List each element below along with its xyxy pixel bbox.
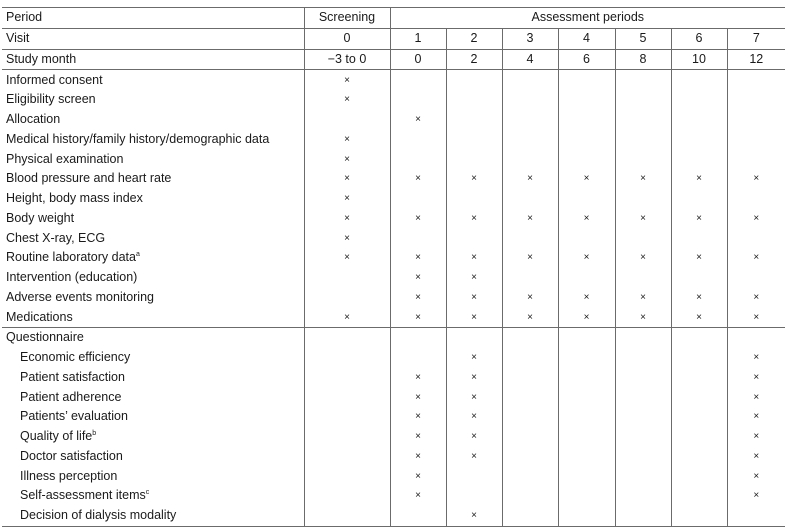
assessment-cell [390,149,446,169]
assessment-cell [671,348,727,368]
visit-number: 2 [446,28,502,49]
assessment-cell [558,189,615,209]
assessment-cell [615,90,671,110]
assessment-cell [446,149,502,169]
screening-cell: × [304,90,390,110]
assessment-cell [502,486,558,506]
row-label-text: Medical history/family history/demographic data [6,131,270,146]
assessment-cell [502,90,558,110]
screening-cell [304,427,390,447]
assessment-cell: × [753,411,760,423]
assessment-cell [615,387,671,407]
assessment-cell [502,110,558,130]
procedure-label [2,169,304,189]
assessment-cell [671,228,727,248]
assessment-cell [502,268,558,288]
procedure-row [2,169,785,189]
schedule-table [2,7,785,527]
assessment-cell: × [390,268,446,288]
assessment-cell [558,368,615,388]
period-header: Period [2,8,304,29]
assessment-cell: × [390,307,446,327]
assessment-cell [558,70,615,90]
assessment-cell [671,407,727,427]
procedure-label [2,110,304,130]
screening-cell [304,486,390,506]
assessment-cell [615,70,671,90]
row-label-text: Chest X-ray, ECG [6,230,106,245]
assessment-cell: × [558,307,615,327]
screening-cell [304,268,390,288]
assessment-cell [558,149,615,169]
assessment-cell [615,110,671,130]
visit-label: Visit [2,28,304,49]
screening-header: Screening [304,8,390,29]
assessment-cell [558,348,615,368]
assessment-cell [446,466,502,486]
assessment-cell: × [446,169,502,189]
assessment-cell: × [671,307,727,327]
assessment-cell: × [615,288,671,308]
row-label-text: Allocation [6,112,61,127]
assessment-cell [502,407,558,427]
assessment-cell [558,466,615,486]
assessment-cell: × [671,169,727,189]
assessment-cell [671,268,727,288]
questionnaire-item-row [2,427,785,447]
assessment-cell [615,348,671,368]
assessment-cell [615,328,671,348]
questionnaire-item-row [2,387,785,407]
assessment-cell [558,110,615,130]
visit-number: 4 [558,28,615,49]
assessment-cell: × [390,110,446,130]
procedure-label [2,189,304,209]
assessment-cell: × [753,391,760,403]
visit-number: 3 [502,28,558,49]
assessment-cell: × [615,169,671,189]
header-period-row [2,8,785,29]
assessment-cell: × [753,431,760,443]
screening-cell [304,328,390,348]
footnote-marker: a [135,251,140,259]
assessment-cell: × [502,288,558,308]
assessment-cell: × [446,387,502,407]
assessment-cell [615,149,671,169]
questionnaire-item-label [2,466,304,486]
study-month: 8 [615,49,671,70]
assessment-cell [502,447,558,467]
assessment-cell: × [753,352,760,364]
assessment-cell: × [446,307,502,327]
assessment-cell [671,387,727,407]
row-label-text: Body weight [6,210,75,225]
visit-number: 1 [390,28,446,49]
assessment-cell [727,228,785,248]
procedure-label [2,268,304,288]
assessment-cell [615,130,671,150]
row-label-text: Doctor satisfaction [20,448,123,463]
assessment-cell [502,149,558,169]
assessment-cell: × [446,368,502,388]
header-visit-row [2,28,785,49]
assessment-cell [671,189,727,209]
assessment-cell: × [671,209,727,229]
assessment-cell [502,348,558,368]
row-label-text: Patient satisfaction [20,369,125,384]
screening-cell [304,407,390,427]
row-label-text: Patient adherence [20,389,122,404]
visit-number: 6 [671,28,727,49]
questionnaire-item-row [2,407,785,427]
assessment-cell [390,348,446,368]
assessment-cell [558,328,615,348]
assessment-cell: × [446,348,502,368]
questionnaire-item-row [2,466,785,486]
assessment-cell [390,130,446,150]
assessment-cell [727,90,785,110]
assessment-cell [446,228,502,248]
procedure-row [2,90,785,110]
assessment-cell: × [446,268,502,288]
assessment-cell: × [446,288,502,308]
assessment-cell [558,427,615,447]
procedure-row [2,268,785,288]
procedure-label [2,307,304,327]
assessment-cell [558,447,615,467]
assessment-cell [502,506,558,526]
assessment-cell [502,387,558,407]
screening-cell [304,110,390,130]
screening-cell [304,368,390,388]
assessment-cell: × [558,248,615,268]
assessment-periods-header: Assessment periods [390,8,785,29]
procedure-label [2,288,304,308]
assessment-cell: × [502,307,558,327]
assessment-cell: × [502,209,558,229]
assessment-cell [502,228,558,248]
procedure-row [2,189,785,209]
assessment-cell [558,407,615,427]
assessment-cell [502,427,558,447]
assessment-cell [671,149,727,169]
assessment-cell: × [753,371,760,383]
assessment-cell [615,447,671,467]
assessment-cell [671,447,727,467]
assessment-cell [727,328,785,348]
procedure-row [2,228,785,248]
assessment-cell [727,110,785,130]
questionnaire-item-label [2,407,304,427]
header-month-row [2,49,785,70]
assessment-cell [446,189,502,209]
questionnaire-item-row [2,447,785,467]
assessment-cell: × [753,470,760,482]
study-month-label: Study month [2,49,304,70]
assessment-cell: × [615,307,671,327]
questionnaire-item-label [2,427,304,447]
questionnaire-item-label [2,447,304,467]
assessment-cell: × [446,407,502,427]
assessment-cell: × [390,387,446,407]
assessment-cell [727,130,785,150]
assessment-cell [671,427,727,447]
questionnaire-item-row [2,486,785,506]
screening-cell [304,506,390,526]
assessment-cell: × [727,307,785,327]
assessment-cell [502,368,558,388]
procedure-label [2,248,304,268]
assessment-cell [390,189,446,209]
screening-cell: × [304,307,390,327]
screening-cell [304,447,390,467]
assessment-cell [727,506,785,526]
assessment-cell: × [753,291,760,303]
footnote-marker: b [92,430,97,438]
procedure-row [2,149,785,169]
assessment-cell [671,486,727,506]
row-label-text: Physical examination [6,151,124,166]
assessment-cell: × [753,173,760,185]
screening-cell: × [304,70,390,90]
procedure-label [2,209,304,229]
study-month: 0 [390,49,446,70]
procedure-row [2,70,785,90]
visit-number: 5 [615,28,671,49]
questionnaire-label [2,328,304,348]
questionnaire-item-label [2,368,304,388]
screening-cell: × [304,189,390,209]
assessment-cell [671,328,727,348]
assessment-cell: × [390,427,446,447]
row-label-text: Height, body mass index [6,191,143,206]
assessment-cell: × [390,407,446,427]
row-label-text: Patients’ evaluation [20,409,128,424]
assessment-cell: × [671,288,727,308]
screening-cell [304,387,390,407]
assessment-cell: × [390,447,446,467]
assessment-cell [390,328,446,348]
assessment-cell [446,486,502,506]
assessment-cell [502,70,558,90]
assessment-cell [615,407,671,427]
assessment-cell [671,466,727,486]
visit-number: 7 [727,28,785,49]
assessment-cell [446,110,502,130]
assessment-cell [615,368,671,388]
screening-cell [304,288,390,308]
assessment-cell [502,466,558,486]
assessment-cell [671,70,727,90]
assessment-cell [446,130,502,150]
assessment-cell [446,70,502,90]
assessment-cell [446,328,502,348]
assessment-cell: × [390,368,446,388]
row-label-text: Routine laboratory data [6,250,136,265]
assessment-cell [558,90,615,110]
row-label-text: Informed consent [6,72,103,87]
procedure-row [2,110,785,130]
procedure-row [2,209,785,229]
assessment-cell: × [615,209,671,229]
assessment-cell [671,110,727,130]
row-label-text: Questionnaire [6,330,84,345]
procedure-row [2,248,785,268]
assessment-cell: × [390,486,446,506]
assessment-cell: × [753,490,760,502]
footnote-marker: c [145,489,150,497]
assessment-cell [615,466,671,486]
procedure-label [2,90,304,110]
month-screening: −3 to 0 [304,49,390,70]
row-label-text: Self-assessment items [20,488,146,503]
assessment-cell: × [390,466,446,486]
questionnaire-item-label [2,506,304,526]
assessment-cell [615,189,671,209]
study-month: 12 [727,49,785,70]
assessment-cell: × [446,506,502,526]
questionnaire-item-label [2,486,304,506]
assessment-cell: × [558,288,615,308]
assessment-cell: × [558,169,615,189]
procedure-row [2,307,785,327]
assessment-cell [558,506,615,526]
study-month: 6 [558,49,615,70]
questionnaire-item-label [2,348,304,368]
assessment-cell: × [446,447,502,467]
assessment-cell: × [446,209,502,229]
assessment-cell [502,328,558,348]
assessment-cell [558,268,615,288]
study-month: 2 [446,49,502,70]
assessment-cell: × [558,209,615,229]
screening-cell: × [304,130,390,150]
assessment-cell [558,387,615,407]
assessment-cell: × [390,288,446,308]
schedule-body [2,70,785,526]
study-month: 10 [671,49,727,70]
questionnaire-item-row [2,506,785,526]
assessment-cell: × [671,248,727,268]
assessment-cell [727,149,785,169]
assessment-cell [615,228,671,248]
assessment-cell [615,268,671,288]
assessment-cell [615,506,671,526]
visit-screening: 0 [304,28,390,49]
row-label-text: Decision of dialysis modality [20,508,177,523]
assessment-cell: × [753,252,760,264]
assessment-cell [727,189,785,209]
row-label-text: Illness perception [20,468,118,483]
assessment-cell [390,506,446,526]
screening-cell: × [304,228,390,248]
screening-cell: × [304,209,390,229]
assessment-cell [502,130,558,150]
study-month: 4 [502,49,558,70]
assessment-cell [615,486,671,506]
row-label-text: Intervention (education) [6,270,138,285]
procedure-label [2,228,304,248]
assessment-cell [390,70,446,90]
assessment-cell: × [502,248,558,268]
assessment-cell [727,268,785,288]
assessment-cell [558,486,615,506]
assessment-cell [615,427,671,447]
screening-cell: × [304,149,390,169]
assessment-cell: × [390,248,446,268]
procedure-label [2,70,304,90]
assessment-cell: × [615,248,671,268]
questionnaire-item-row [2,348,785,368]
questionnaire-item-label [2,387,304,407]
procedure-row [2,288,785,308]
assessment-cell [671,130,727,150]
assessment-cell: × [390,209,446,229]
screening-cell: × [304,169,390,189]
assessment-cell [558,228,615,248]
row-label-text: Eligibility screen [6,92,96,107]
assessment-cell [446,90,502,110]
assessment-cell: × [753,212,760,224]
screening-cell [304,348,390,368]
procedure-label [2,149,304,169]
assessment-cell: × [446,427,502,447]
assessment-cell [502,189,558,209]
assessment-cell [671,368,727,388]
assessment-cell [390,228,446,248]
row-label-text: Economic efficiency [20,350,131,365]
procedure-label [2,130,304,150]
assessment-cell: × [753,450,760,462]
assessment-cell [558,130,615,150]
screening-cell: × [304,248,390,268]
row-label-text: Quality of life [20,429,93,444]
assessment-cell [727,70,785,90]
row-label-text: Medications [6,309,73,324]
screening-cell [304,466,390,486]
row-label-text: Blood pressure and heart rate [6,171,172,186]
row-label-text: Adverse events monitoring [6,289,154,304]
assessment-cell [390,90,446,110]
assessment-cell: × [446,248,502,268]
assessment-cell [671,506,727,526]
questionnaire-header-row [2,328,785,348]
questionnaire-item-row [2,368,785,388]
procedure-row [2,130,785,150]
assessment-cell: × [390,169,446,189]
assessment-cell: × [502,169,558,189]
assessment-cell [671,90,727,110]
